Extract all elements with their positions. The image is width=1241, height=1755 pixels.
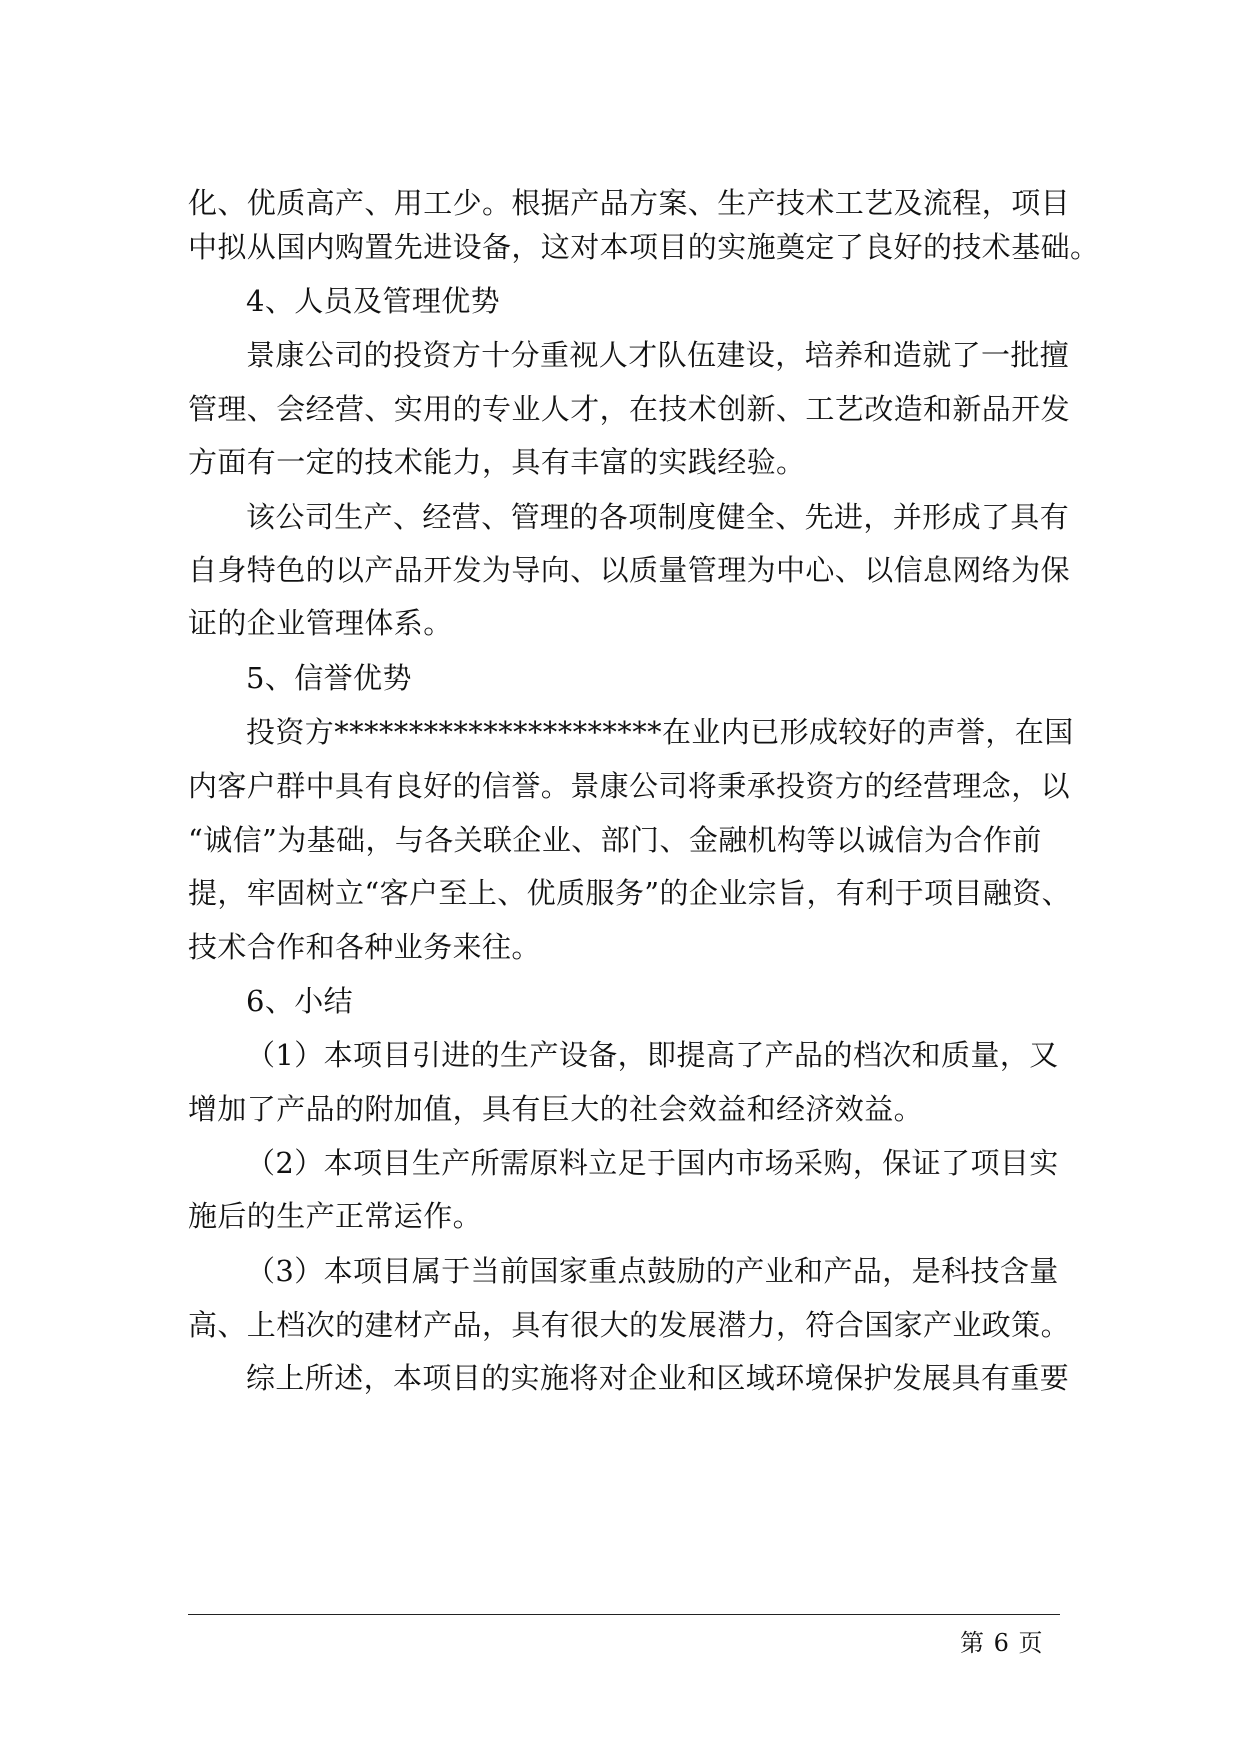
text-line: 投资方**********************在业内已形成较好的声誉，在国	[246, 715, 1074, 749]
text-line: “诚信”为基础，与各关联企业、部门、金融机构等以诚信为合作前	[188, 823, 1042, 857]
text-line: 内客户群中具有良好的信誉。景康公司将秉承投资方的经营理念，以	[188, 769, 1071, 803]
text-line: （3）本项目属于当前国家重点鼓励的产业和产品，是科技含量	[246, 1254, 1059, 1288]
text-line: 提，牢固树立“客户至上、优质服务”的企业宗旨，有利于项目融资、	[188, 876, 1072, 910]
text-line: （2）本项目生产所需原料立足于国内市场采购，保证了项目实	[246, 1146, 1059, 1180]
text-line: 高、上档次的建材产品，具有很大的发展潜力，符合国家产业政策。	[188, 1308, 1071, 1342]
text-line: 施后的生产正常运作。	[188, 1199, 483, 1233]
page-number: 第 6 页	[960, 1629, 1044, 1657]
text-line: 景康公司的投资方十分重视人才队伍建设，培养和造就了一批擅	[246, 338, 1070, 372]
section-heading: 5、信誉优势	[246, 661, 412, 695]
section-heading: 6、小结	[246, 984, 354, 1018]
text-line: 增加了产品的附加值，具有巨大的社会效益和经济效益。	[188, 1092, 924, 1126]
text-line: （1）本项目引进的生产设备，即提高了产品的档次和质量，又	[246, 1038, 1059, 1072]
text-line: 方面有一定的技术能力，具有丰富的实践经验。	[188, 445, 806, 479]
text-line: 综上所述，本项目的实施将对企业和区域环境保护发展具有重要	[246, 1361, 1070, 1395]
section-heading: 4、人员及管理优势	[246, 284, 501, 318]
text-line: 中拟从国内购置先进设备，这对本项目的实施奠定了良好的技术基础。	[188, 230, 1100, 264]
text-line: 自身特色的以产品开发为导向、以质量管理为中心、以信息网络为保	[188, 553, 1071, 587]
text-line: 化、优质高产、用工少。根据产品方案、生产技术工艺及流程，项目	[188, 186, 1071, 220]
text-line: 管理、会经营、实用的专业人才，在技术创新、工艺改造和新品开发	[188, 392, 1071, 426]
footer-divider	[188, 1614, 1060, 1615]
text-line: 该公司生产、经营、管理的各项制度健全、先进，并形成了具有	[246, 500, 1070, 534]
text-line: 技术合作和各种业务来往。	[188, 930, 541, 964]
text-line: 证的企业管理体系。	[188, 606, 453, 640]
